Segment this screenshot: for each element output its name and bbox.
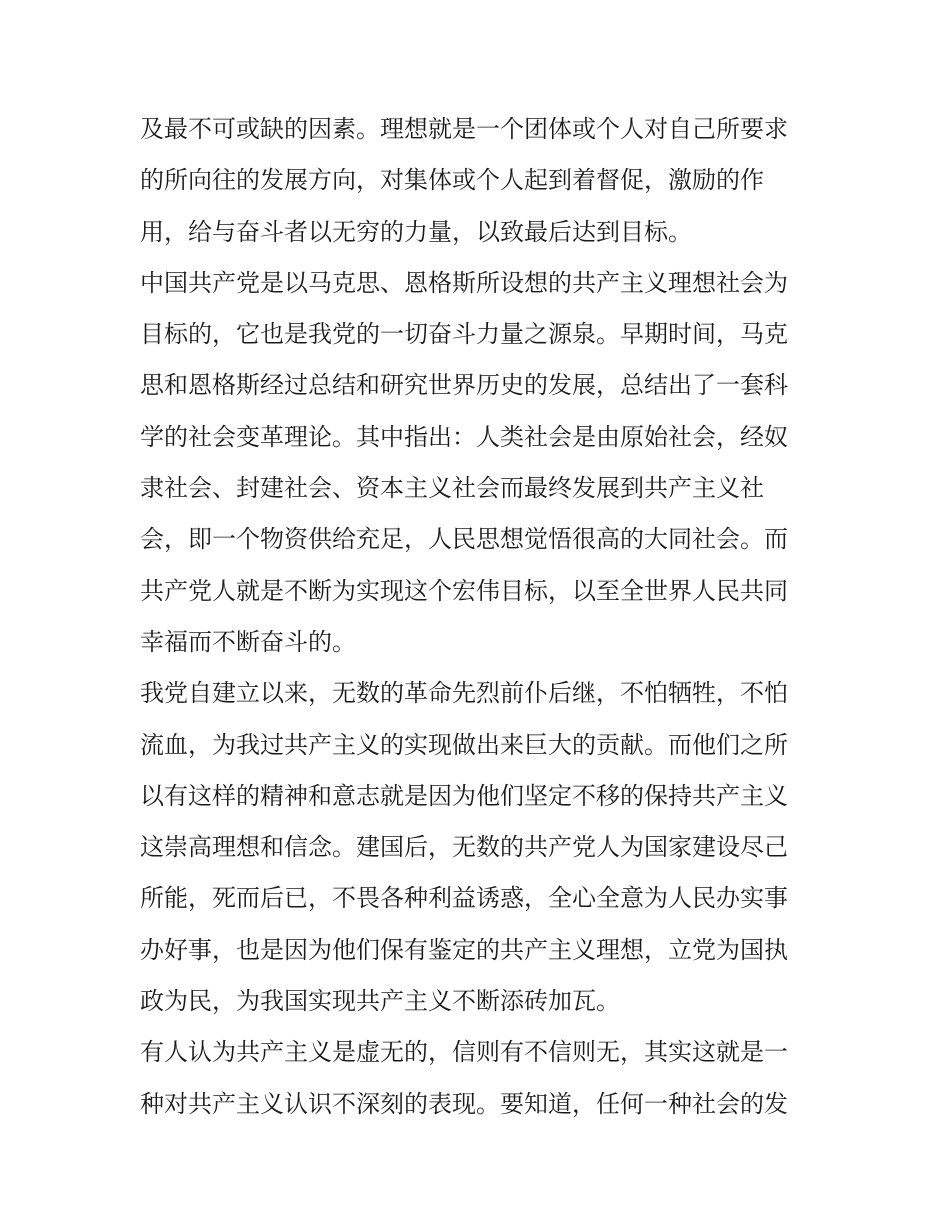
- text-line: 学的社会变革理论。其中指出：人类社会是由原始社会，经奴: [140, 422, 788, 451]
- text-line: 种对共产主义认识不深刻的表现。要知道，任何一种社会的发: [140, 1089, 788, 1118]
- text-line: 隶社会、封建社会、资本主义社会而最终发展到共产主义社: [140, 474, 764, 503]
- text-line: 办好事，也是因为他们保有鉴定的共产主义理想，立党为国执: [140, 935, 788, 964]
- text-line: 以有这样的精神和意志就是因为他们坚定不移的保持共产主义: [140, 781, 788, 810]
- text-line: 的所向往的发展方向，对集体或个人起到着督促，激励的作: [140, 166, 764, 195]
- text-line: 政为民，为我国实现共产主义不断添砖加瓦。: [140, 987, 620, 1016]
- text-line: 所能，死而后已，不畏各种利益诱惑，全心全意为人民办实事: [140, 884, 788, 913]
- document-body: [140, 104, 820, 1130]
- text-line: 幸福而不断奋斗的。: [140, 627, 356, 656]
- text-line: 这崇高理想和信念。建国后，无数的共产党人为国家建设尽己: [140, 833, 788, 862]
- text-line: 思和恩格斯经过总结和研究世界历史的发展，总结出了一套科: [140, 371, 788, 400]
- text-line: 会，即一个物资供给充足，人民思想觉悟很高的大同社会。而: [140, 525, 788, 554]
- text-line: 流血，为我过共产主义的实现做出来巨大的贡献。而他们之所: [140, 730, 788, 759]
- text-line: 目标的，它也是我党的一切奋斗力量之源泉。早期时间，马克: [140, 320, 788, 349]
- text-line: 我党自建立以来，无数的革命先烈前仆后继，不怕牺牲，不怕: [140, 679, 788, 708]
- text-line: 及最不可或缺的因素。理想就是一个团体或个人对自己所要求: [140, 115, 788, 143]
- text-line: 中国共产党是以马克思、恩格斯所设想的共产主义理想社会为: [140, 268, 788, 297]
- text-line: 共产党人就是不断为实现这个宏伟目标，以至全世界人民共同: [140, 576, 788, 605]
- text-line: 有人认为共产主义是虚无的，信则有不信则无，其实这就是一: [140, 1038, 788, 1067]
- text-line: 用，给与奋斗者以无穷的力量，以致最后达到目标。: [140, 217, 692, 246]
